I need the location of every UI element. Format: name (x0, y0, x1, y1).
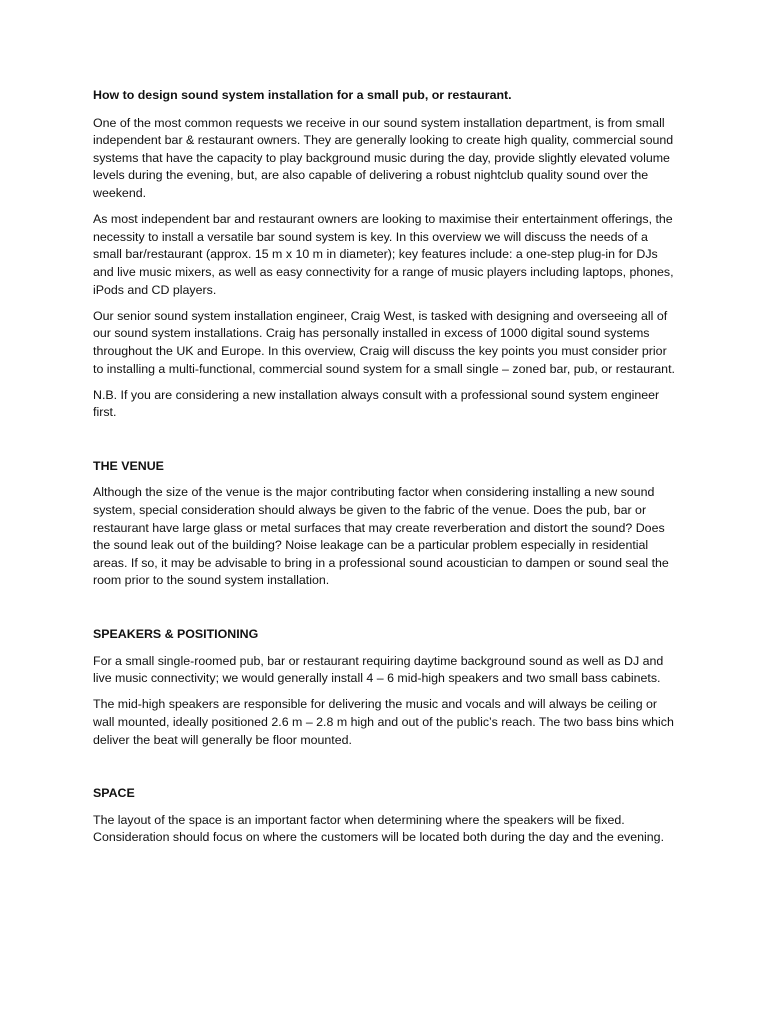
intro-note: N.B. If you are considering a new installation always consult with a professional sound system engineer first. (93, 387, 660, 420)
section-paragraph: The mid-high speakers are responsible for delivering the music and vocals and will always be ceiling or wall mounted, ideally positioned 2.6 m – 2.8 m high and out of the public’s reach. The two bass bins which deliver the beat will generally be floor mounted. (93, 697, 674, 747)
section-heading: SPACE (93, 786, 135, 801)
section-space (93, 785, 680, 847)
intro-paragraph: As most independent bar and restaurant owners are looking to maximise their entertainment offerings, the necessity to install a versatile bar sound system is key. In this overview we will discuss the needs of a small bar/restaurant (approx. 15 m x 10 m in diameter); key features include: a one-step plug-in for DJs and live music mixers, as well as easy connectivity for a range of music players including laptops, phones, iPods and CD players. (93, 212, 674, 297)
section-paragraph: For a small single-roomed pub, bar or restaurant requiring daytime background sound as well as DJ and live music connectivity; we would generally install 4 – 6 mid-high speakers and two small bass cabinets. (93, 653, 664, 686)
section-paragraph: Although the size of the venue is the major contributing factor when considering installing a new sound system, special consideration should always be given to the fabric of the venue. Does the pub, bar or restaurant have large glass or metal surfaces that may create reverberation and distort the sound? Does the sound leak out of the building? Noise leakage can be a particular problem especially in residential areas. If so, it may be advisable to bring in a professional sound acoustician to dampen or sound seal the room prior to the sound system installation. (93, 485, 669, 588)
intro-paragraph: One of the most common requests we receive in our sound system installation department, is from small independent bar & restaurant owners. They are generally looking to create high quality, commercial sound systems that have the capacity to play background music during the day, provide slightly elevated volume levels during the evening, but, are also capable of delivering a robust nightclub quality sound over the weekend. (93, 115, 674, 200)
intro-section (93, 115, 680, 422)
section-heading: SPEAKERS & POSITIONING (93, 627, 259, 642)
section-heading: THE VENUE (93, 458, 164, 473)
section-paragraph: The layout of the space is an important factor when determining where the speakers will be fixed. Consideration should focus on where the customers will be located both during the day and the evening. (93, 812, 665, 845)
section-venue (93, 458, 680, 590)
section-speakers-positioning (93, 626, 680, 749)
document-title: How to design sound system installation for a small pub, or restaurant. (93, 88, 512, 102)
intro-paragraph: Our senior sound system installation engineer, Craig West, is tasked with designing and overseeing all of our sound system installations. Craig has personally installed in excess of 1000 digital sound systems throughout the UK and Europe. In this overview, Craig will discuss the key points you must consider prior to installing a multi-functional, commercial sound system for a small single – zoned bar, pub, or restaurant. (93, 308, 675, 376)
